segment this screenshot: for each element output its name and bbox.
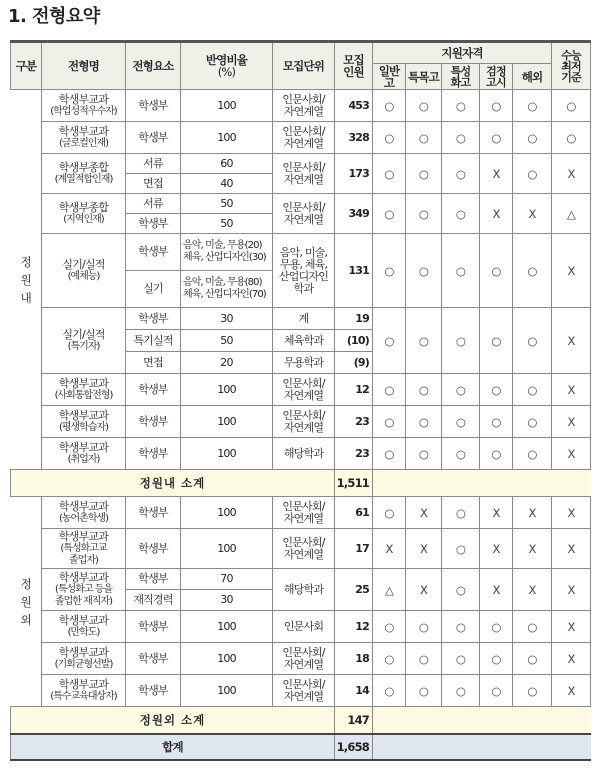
- subtotal-row: [11, 470, 591, 497]
- qualification-mark: ○: [480, 122, 513, 154]
- evaluation-element: 학생부: [126, 569, 181, 590]
- admission-type-title: 학생부교과: [58, 645, 109, 659]
- qualification-mark: ○: [406, 234, 442, 308]
- qualification-mark: ○: [373, 374, 406, 406]
- evaluation-ratio: 음악, 미술, 무용(20) 체육, 산업디자인(30): [181, 234, 273, 271]
- recruit-unit: 인문사회/ 자연계열: [273, 122, 335, 154]
- admission-type-subtitle: (특성화고 등을 졸업한 재직자): [54, 583, 113, 607]
- recruit-count: 12: [335, 611, 373, 643]
- evaluation-ratio: 100: [181, 529, 273, 569]
- qualification-mark: ○: [513, 90, 552, 122]
- header-count-line1: 모집: [343, 53, 364, 67]
- admission-type-title: 학생부교과: [58, 124, 109, 138]
- evaluation-ratio: 60: [181, 154, 273, 174]
- qualification-mark: ○: [513, 154, 552, 194]
- evaluation-ratio: 100: [181, 611, 273, 643]
- admission-type-name: [42, 675, 126, 707]
- table-row: [11, 194, 591, 214]
- admission-type-subtitle: (취업자): [67, 453, 100, 465]
- admission-type-name: [42, 234, 126, 308]
- qualification-mark: ○: [442, 122, 480, 154]
- recruit-count: 23: [335, 438, 373, 470]
- qualification-mark: X: [513, 497, 552, 529]
- recruit-count: 349: [335, 194, 373, 234]
- qualification-mark: X: [480, 154, 513, 194]
- page-title: 1. 전형요약: [8, 6, 100, 27]
- recruit-count: (10): [335, 330, 373, 352]
- qualification-mark: ○: [442, 497, 480, 529]
- qualification-mark: ○: [373, 234, 406, 308]
- qualification-mark: ○: [442, 643, 480, 675]
- admission-type-subtitle: (특성화고교 졸업자): [60, 542, 107, 566]
- qualification-mark: ○: [373, 90, 406, 122]
- header-division: 구분: [11, 42, 42, 90]
- evaluation-element: 학생부: [126, 438, 181, 470]
- recruit-count: 25: [335, 569, 373, 611]
- qualification-mark: ○: [406, 90, 442, 122]
- qualification-mark: X: [480, 529, 513, 569]
- qualification-mark: X: [373, 529, 406, 569]
- recruit-unit: 해당학과: [273, 438, 335, 470]
- qualification-mark: ○: [406, 194, 442, 234]
- qualification-mark: ○: [442, 194, 480, 234]
- evaluation-ratio: 50: [181, 214, 273, 234]
- qualification-mark: ○: [513, 122, 552, 154]
- admission-type-name: [42, 569, 126, 611]
- admission-type-title: 학생부교과: [58, 529, 109, 543]
- admission-type-subtitle: (계열적합인재): [54, 173, 113, 185]
- qualification-mark: ○: [480, 675, 513, 707]
- qualification-mark: X: [406, 529, 442, 569]
- evaluation-element: 학생부: [126, 406, 181, 438]
- qualification-mark: ○: [373, 497, 406, 529]
- table-row: [11, 122, 591, 154]
- total-row: [11, 734, 591, 760]
- admission-type-subtitle: (평생학습자): [58, 421, 109, 433]
- evaluation-element: 학생부: [126, 675, 181, 707]
- admission-type-title: 학생부교과: [58, 499, 109, 513]
- admission-type-subtitle: (예체능): [67, 270, 100, 282]
- qualification-mark: ○: [373, 406, 406, 438]
- admission-type-title: 학생부교과: [58, 613, 109, 627]
- admission-type-title: 학생부교과: [58, 677, 109, 691]
- admission-type-name: [42, 643, 126, 675]
- recruit-unit: 인문사회/ 자연계열: [273, 194, 335, 234]
- subtotal-row: [11, 707, 591, 734]
- admission-type-name: [42, 90, 126, 122]
- qualification-mark: X: [406, 497, 442, 529]
- evaluation-element: 학생부: [126, 529, 181, 569]
- total-count: 1,658: [335, 734, 373, 760]
- csat-mark: X: [552, 154, 591, 194]
- qualification-mark: ○: [373, 675, 406, 707]
- csat-mark: X: [552, 529, 591, 569]
- header-ratio-label: 반영비율: [205, 53, 248, 67]
- admission-type-title: 학생부종합: [58, 200, 109, 214]
- table-row: [11, 234, 591, 271]
- admission-type-name: [42, 374, 126, 406]
- admission-type-title: 학생부교과: [58, 376, 109, 390]
- qualification-mark: ○: [513, 406, 552, 438]
- qualification-mark: ○: [442, 529, 480, 569]
- evaluation-element: 실기: [126, 271, 181, 308]
- table-row: [11, 529, 591, 569]
- header-qual-3: 검정 고시: [480, 64, 513, 90]
- evaluation-element: 재직경력: [126, 590, 181, 611]
- recruit-unit: 계: [273, 308, 335, 330]
- qualification-mark: ○: [406, 154, 442, 194]
- qualification-mark: ○: [406, 374, 442, 406]
- evaluation-ratio: 30: [181, 308, 273, 330]
- recruit-unit: 인문사회/ 자연계열: [273, 90, 335, 122]
- header-ratio-unit: (%): [217, 65, 236, 79]
- admission-type-title: 학생부교과: [58, 408, 109, 422]
- qualification-mark: ○: [480, 643, 513, 675]
- evaluation-ratio: 100: [181, 675, 273, 707]
- evaluation-element: 학생부: [126, 497, 181, 529]
- qualification-mark: X: [513, 529, 552, 569]
- recruit-unit: 무용학과: [273, 352, 335, 374]
- table-row: [11, 497, 591, 529]
- csat-mark: X: [552, 497, 591, 529]
- csat-mark: △: [552, 194, 591, 234]
- subtotal-label: 정원외 소계: [11, 707, 335, 734]
- qualification-mark: ○: [406, 611, 442, 643]
- csat-mark: X: [552, 406, 591, 438]
- admission-type-name: [42, 529, 126, 569]
- recruit-unit: 인문사회/ 자연계열: [273, 643, 335, 675]
- qualification-mark: ○: [442, 569, 480, 611]
- qualification-mark: ○: [442, 234, 480, 308]
- qualification-mark: ○: [373, 194, 406, 234]
- recruit-count: (9): [335, 352, 373, 374]
- csat-mark: X: [552, 438, 591, 470]
- qualification-mark: ○: [513, 374, 552, 406]
- csat-mark: X: [552, 675, 591, 707]
- evaluation-ratio: 70: [181, 569, 273, 590]
- table-row: [11, 675, 591, 707]
- qualification-mark: X: [480, 569, 513, 611]
- admission-type-title: 학생부교과: [58, 570, 109, 584]
- recruit-unit: 음악, 미술, 무용, 체육, 산업디자인 학과: [273, 234, 335, 308]
- qualification-mark: ○: [442, 675, 480, 707]
- recruit-count: 61: [335, 497, 373, 529]
- qualification-mark: ○: [373, 154, 406, 194]
- qualification-mark: ○: [513, 438, 552, 470]
- qualification-mark: ○: [480, 406, 513, 438]
- evaluation-element: 학생부: [126, 374, 181, 406]
- evaluation-element: 특기실적: [126, 330, 181, 352]
- qualification-mark: ○: [406, 643, 442, 675]
- evaluation-element: 면접: [126, 174, 181, 194]
- recruit-count: 17: [335, 529, 373, 569]
- evaluation-ratio: 40: [181, 174, 273, 194]
- qualification-mark: ○: [373, 643, 406, 675]
- recruit-count: 173: [335, 154, 373, 194]
- qualification-mark: ○: [513, 234, 552, 308]
- recruit-count: 19: [335, 308, 373, 330]
- division-cell: 정 원 외: [11, 497, 42, 707]
- evaluation-ratio: 20: [181, 352, 273, 374]
- table-row: [11, 611, 591, 643]
- recruit-unit: 인문사회/ 자연계열: [273, 406, 335, 438]
- subtotal-count: 1,511: [335, 470, 373, 497]
- admission-type-name: [42, 406, 126, 438]
- subtotal-count: 147: [335, 707, 373, 734]
- evaluation-ratio: 100: [181, 374, 273, 406]
- csat-mark: X: [552, 643, 591, 675]
- division-cell: 정 원 내: [11, 90, 42, 470]
- qualification-mark: ○: [442, 154, 480, 194]
- header-unit: 모집단위: [273, 42, 335, 90]
- qualification-mark: ○: [373, 438, 406, 470]
- admission-type-title: 실기/실적: [62, 327, 105, 341]
- recruit-unit: 인문사회/ 자연계열: [273, 529, 335, 569]
- evaluation-ratio: 100: [181, 643, 273, 675]
- recruit-count: 14: [335, 675, 373, 707]
- recruit-count: 12: [335, 374, 373, 406]
- subtotal-blank: [373, 707, 591, 734]
- header-qual-4: 해외: [513, 64, 552, 90]
- header-count-line2: 인원: [343, 65, 364, 79]
- qualification-mark: ○: [406, 406, 442, 438]
- table-row: [11, 154, 591, 174]
- qualification-mark: ○: [480, 90, 513, 122]
- qualification-mark: ○: [480, 374, 513, 406]
- evaluation-element: 학생부: [126, 90, 181, 122]
- evaluation-element: 면접: [126, 352, 181, 374]
- admission-type-subtitle: (지역인재): [63, 213, 104, 225]
- qualification-mark: ○: [406, 308, 442, 374]
- evaluation-element: 서류: [126, 154, 181, 174]
- subtotal-blank: [373, 470, 591, 497]
- admission-type-name: [42, 497, 126, 529]
- qualification-mark: ○: [442, 90, 480, 122]
- table-row: [11, 374, 591, 406]
- admission-type-subtitle: (농어촌학생): [58, 512, 109, 524]
- qualification-mark: ○: [480, 438, 513, 470]
- qualification-mark: X: [513, 194, 552, 234]
- csat-mark: X: [552, 308, 591, 374]
- csat-mark: X: [552, 234, 591, 308]
- qualification-mark: ○: [406, 438, 442, 470]
- header-name: 전형명: [42, 42, 126, 90]
- table-row: [11, 308, 591, 330]
- qualification-mark: ○: [373, 122, 406, 154]
- header-ratio: [181, 42, 273, 90]
- evaluation-element: 학생부: [126, 234, 181, 271]
- header-csat: 수능 최저 기준: [552, 42, 591, 90]
- recruit-count: 131: [335, 234, 373, 308]
- csat-mark: X: [552, 569, 591, 611]
- admission-type-name: [42, 122, 126, 154]
- subtotal-label: 정원내 소계: [11, 470, 335, 497]
- admission-type-subtitle: (특수교육대상자): [50, 690, 117, 702]
- header-element: 전형요소: [126, 42, 181, 90]
- admission-type-subtitle: (기회균형선발): [54, 658, 113, 670]
- csat-mark: X: [552, 374, 591, 406]
- qualification-mark: ○: [480, 611, 513, 643]
- qualification-mark: ○: [513, 611, 552, 643]
- evaluation-ratio: 100: [181, 406, 273, 438]
- qualification-mark: ○: [513, 643, 552, 675]
- recruit-count: 453: [335, 90, 373, 122]
- evaluation-ratio: 50: [181, 330, 273, 352]
- qualification-mark: ○: [442, 438, 480, 470]
- recruit-unit: 체육학과: [273, 330, 335, 352]
- evaluation-element: 학생부: [126, 214, 181, 234]
- recruit-count: 23: [335, 406, 373, 438]
- admission-type-subtitle: (글로컬인재): [58, 137, 109, 149]
- recruit-count: 328: [335, 122, 373, 154]
- admission-type-subtitle: (학업성적우수자): [50, 105, 117, 117]
- admission-type-title: 실기/실적: [62, 257, 105, 271]
- admission-type-name: [42, 194, 126, 234]
- qualification-mark: ○: [513, 675, 552, 707]
- admission-type-title: 학생부종합: [58, 160, 109, 174]
- admission-type-name: [42, 438, 126, 470]
- qualification-mark: ○: [406, 675, 442, 707]
- evaluation-ratio: 100: [181, 90, 273, 122]
- admission-type-name: [42, 611, 126, 643]
- admission-summary-table: [10, 40, 591, 761]
- recruit-unit: 인문사회: [273, 611, 335, 643]
- qualification-mark: X: [480, 497, 513, 529]
- qualification-mark: X: [513, 569, 552, 611]
- recruit-count: 18: [335, 643, 373, 675]
- recruit-unit: 인문사회/ 자연계열: [273, 154, 335, 194]
- header-count: [335, 42, 373, 90]
- table-row: [11, 406, 591, 438]
- admission-type-title: 학생부교과: [58, 440, 109, 454]
- header-qual-0: 일반고: [373, 64, 406, 90]
- admission-type-name: [42, 154, 126, 194]
- admission-type-name: [42, 308, 126, 374]
- admission-type-subtitle: (사회통합전형): [54, 389, 113, 401]
- qualification-mark: ○: [480, 234, 513, 308]
- recruit-unit: 인문사회/ 자연계열: [273, 374, 335, 406]
- evaluation-element: 학생부: [126, 122, 181, 154]
- header-qualification: 지원자격: [373, 42, 552, 64]
- qualification-mark: X: [480, 194, 513, 234]
- admission-type-subtitle: (특기자): [67, 340, 100, 352]
- qualification-mark: ○: [442, 308, 480, 374]
- recruit-unit: 인문사회/ 자연계열: [273, 675, 335, 707]
- evaluation-element: 학생부: [126, 308, 181, 330]
- header-qual-2: 특성 화고: [442, 64, 480, 90]
- admission-type-title: 학생부교과: [58, 92, 109, 106]
- qualification-mark: ○: [480, 308, 513, 374]
- qualification-mark: ○: [442, 611, 480, 643]
- csat-mark: ○: [552, 122, 591, 154]
- evaluation-ratio: 50: [181, 194, 273, 214]
- qualification-mark: △: [373, 569, 406, 611]
- table-row: [11, 643, 591, 675]
- table-row: [11, 90, 591, 122]
- evaluation-ratio: 100: [181, 122, 273, 154]
- qualification-mark: ○: [442, 406, 480, 438]
- csat-mark: ○: [552, 90, 591, 122]
- total-blank: [373, 734, 591, 760]
- qualification-mark: ○: [373, 308, 406, 374]
- total-label: 합계: [11, 734, 335, 760]
- qualification-mark: ○: [373, 611, 406, 643]
- evaluation-ratio: 100: [181, 497, 273, 529]
- evaluation-element: 서류: [126, 194, 181, 214]
- qualification-mark: X: [406, 569, 442, 611]
- recruit-unit: 해당학과: [273, 569, 335, 611]
- qualification-mark: ○: [513, 308, 552, 374]
- recruit-unit: 인문사회/ 자연계열: [273, 497, 335, 529]
- evaluation-ratio: 30: [181, 590, 273, 611]
- admission-type-subtitle: (만학도): [67, 626, 100, 638]
- qualification-mark: ○: [406, 122, 442, 154]
- evaluation-ratio: 100: [181, 438, 273, 470]
- table-row: [11, 569, 591, 590]
- evaluation-ratio: 음악, 미술, 무용(80) 체육, 산업디자인(70): [181, 271, 273, 308]
- table-row: [11, 438, 591, 470]
- evaluation-element: 학생부: [126, 643, 181, 675]
- qualification-mark: ○: [442, 374, 480, 406]
- csat-mark: X: [552, 611, 591, 643]
- evaluation-element: 학생부: [126, 611, 181, 643]
- header-qual-1: 특목고: [406, 64, 442, 90]
